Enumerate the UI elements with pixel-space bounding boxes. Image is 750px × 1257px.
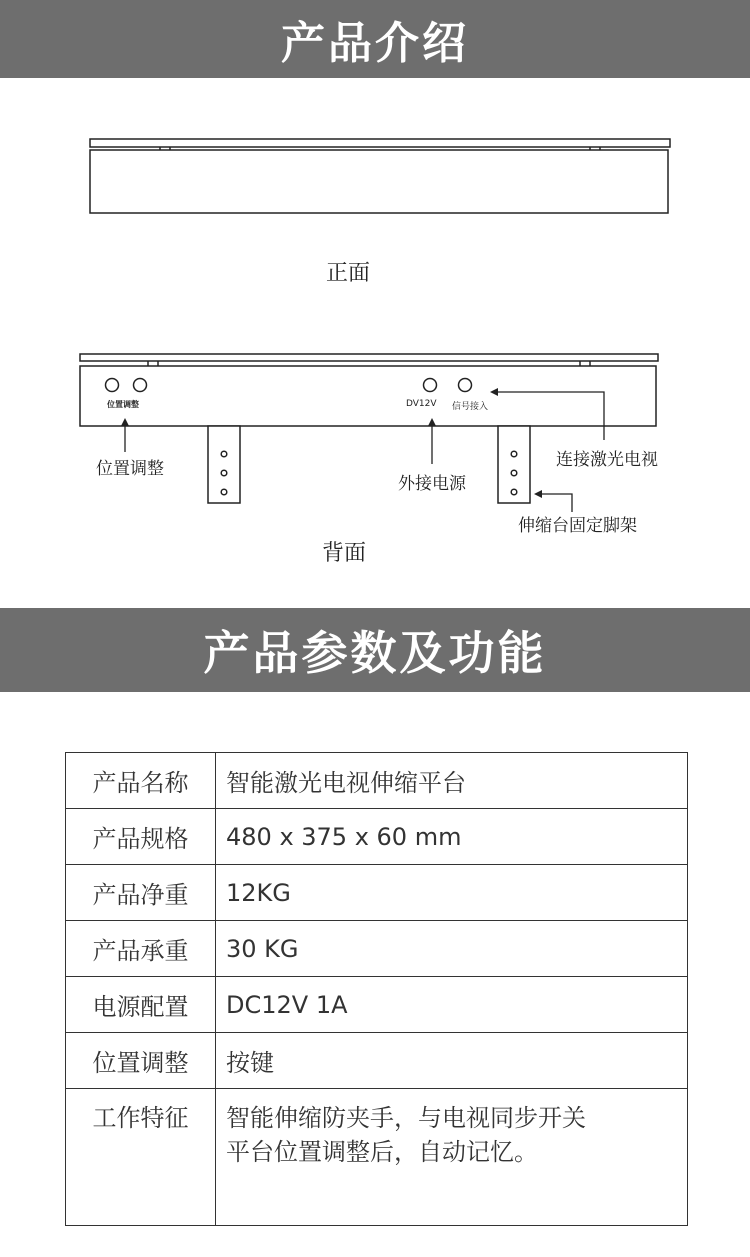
spec-key: 产品承重 (66, 921, 216, 977)
section-banner-intro (0, 0, 750, 78)
bracket-left (208, 426, 240, 503)
spec-value (216, 1089, 688, 1226)
product-diagram (0, 78, 750, 608)
spec-value: 30 KG (216, 921, 688, 977)
table-row (66, 865, 688, 921)
section-title-params: 产品参数及功能 (203, 626, 547, 680)
table-row (66, 1033, 688, 1089)
spec-key: 电源配置 (66, 977, 216, 1033)
back-view-label: 背面 (322, 541, 367, 566)
table-row (66, 753, 688, 809)
spec-value: DC12V 1A (216, 977, 688, 1033)
panel-label-dv12v: DV12V (406, 399, 437, 409)
section-title-intro: 产品介绍 (281, 18, 469, 69)
panel-label-signal-in: 信号接入 (452, 402, 489, 412)
panel-label-position-adjust: 位置调整 (107, 400, 139, 409)
diagram-drawing (0, 78, 750, 608)
callout-position-adjust: 位置调整 (96, 459, 164, 479)
spec-key: 工作特征 (66, 1089, 216, 1226)
front-view-label: 正面 (326, 261, 371, 286)
spec-value: 按键 (216, 1033, 688, 1089)
back-view (80, 354, 658, 426)
spec-key: 产品名称 (66, 753, 216, 809)
spec-key: 产品净重 (66, 865, 216, 921)
spec-value: 12KG (216, 865, 688, 921)
spec-value-line: 平台位置调整后，自动记忆。 (226, 1138, 538, 1166)
front-view (90, 139, 670, 213)
spec-value: 480 x 375 x 60 mm (216, 809, 688, 865)
callout-external-power: 外接电源 (398, 474, 466, 494)
table-row (66, 977, 688, 1033)
spec-value: 智能激光电视伸缩平台 (216, 753, 688, 809)
bracket-right (498, 426, 530, 503)
callout-bracket: 伸缩台固定脚架 (518, 516, 637, 536)
table-row (66, 921, 688, 977)
table-row (66, 1089, 688, 1226)
section-banner-params (0, 608, 750, 692)
spec-value-line: 智能伸缩防夹手，与电视同步开关 (226, 1104, 586, 1132)
spec-key: 产品规格 (66, 809, 216, 865)
callout-connect-tv: 连接激光电视 (556, 450, 658, 470)
table-row (66, 809, 688, 865)
spec-table (65, 752, 688, 1226)
spec-key: 位置调整 (66, 1033, 216, 1089)
